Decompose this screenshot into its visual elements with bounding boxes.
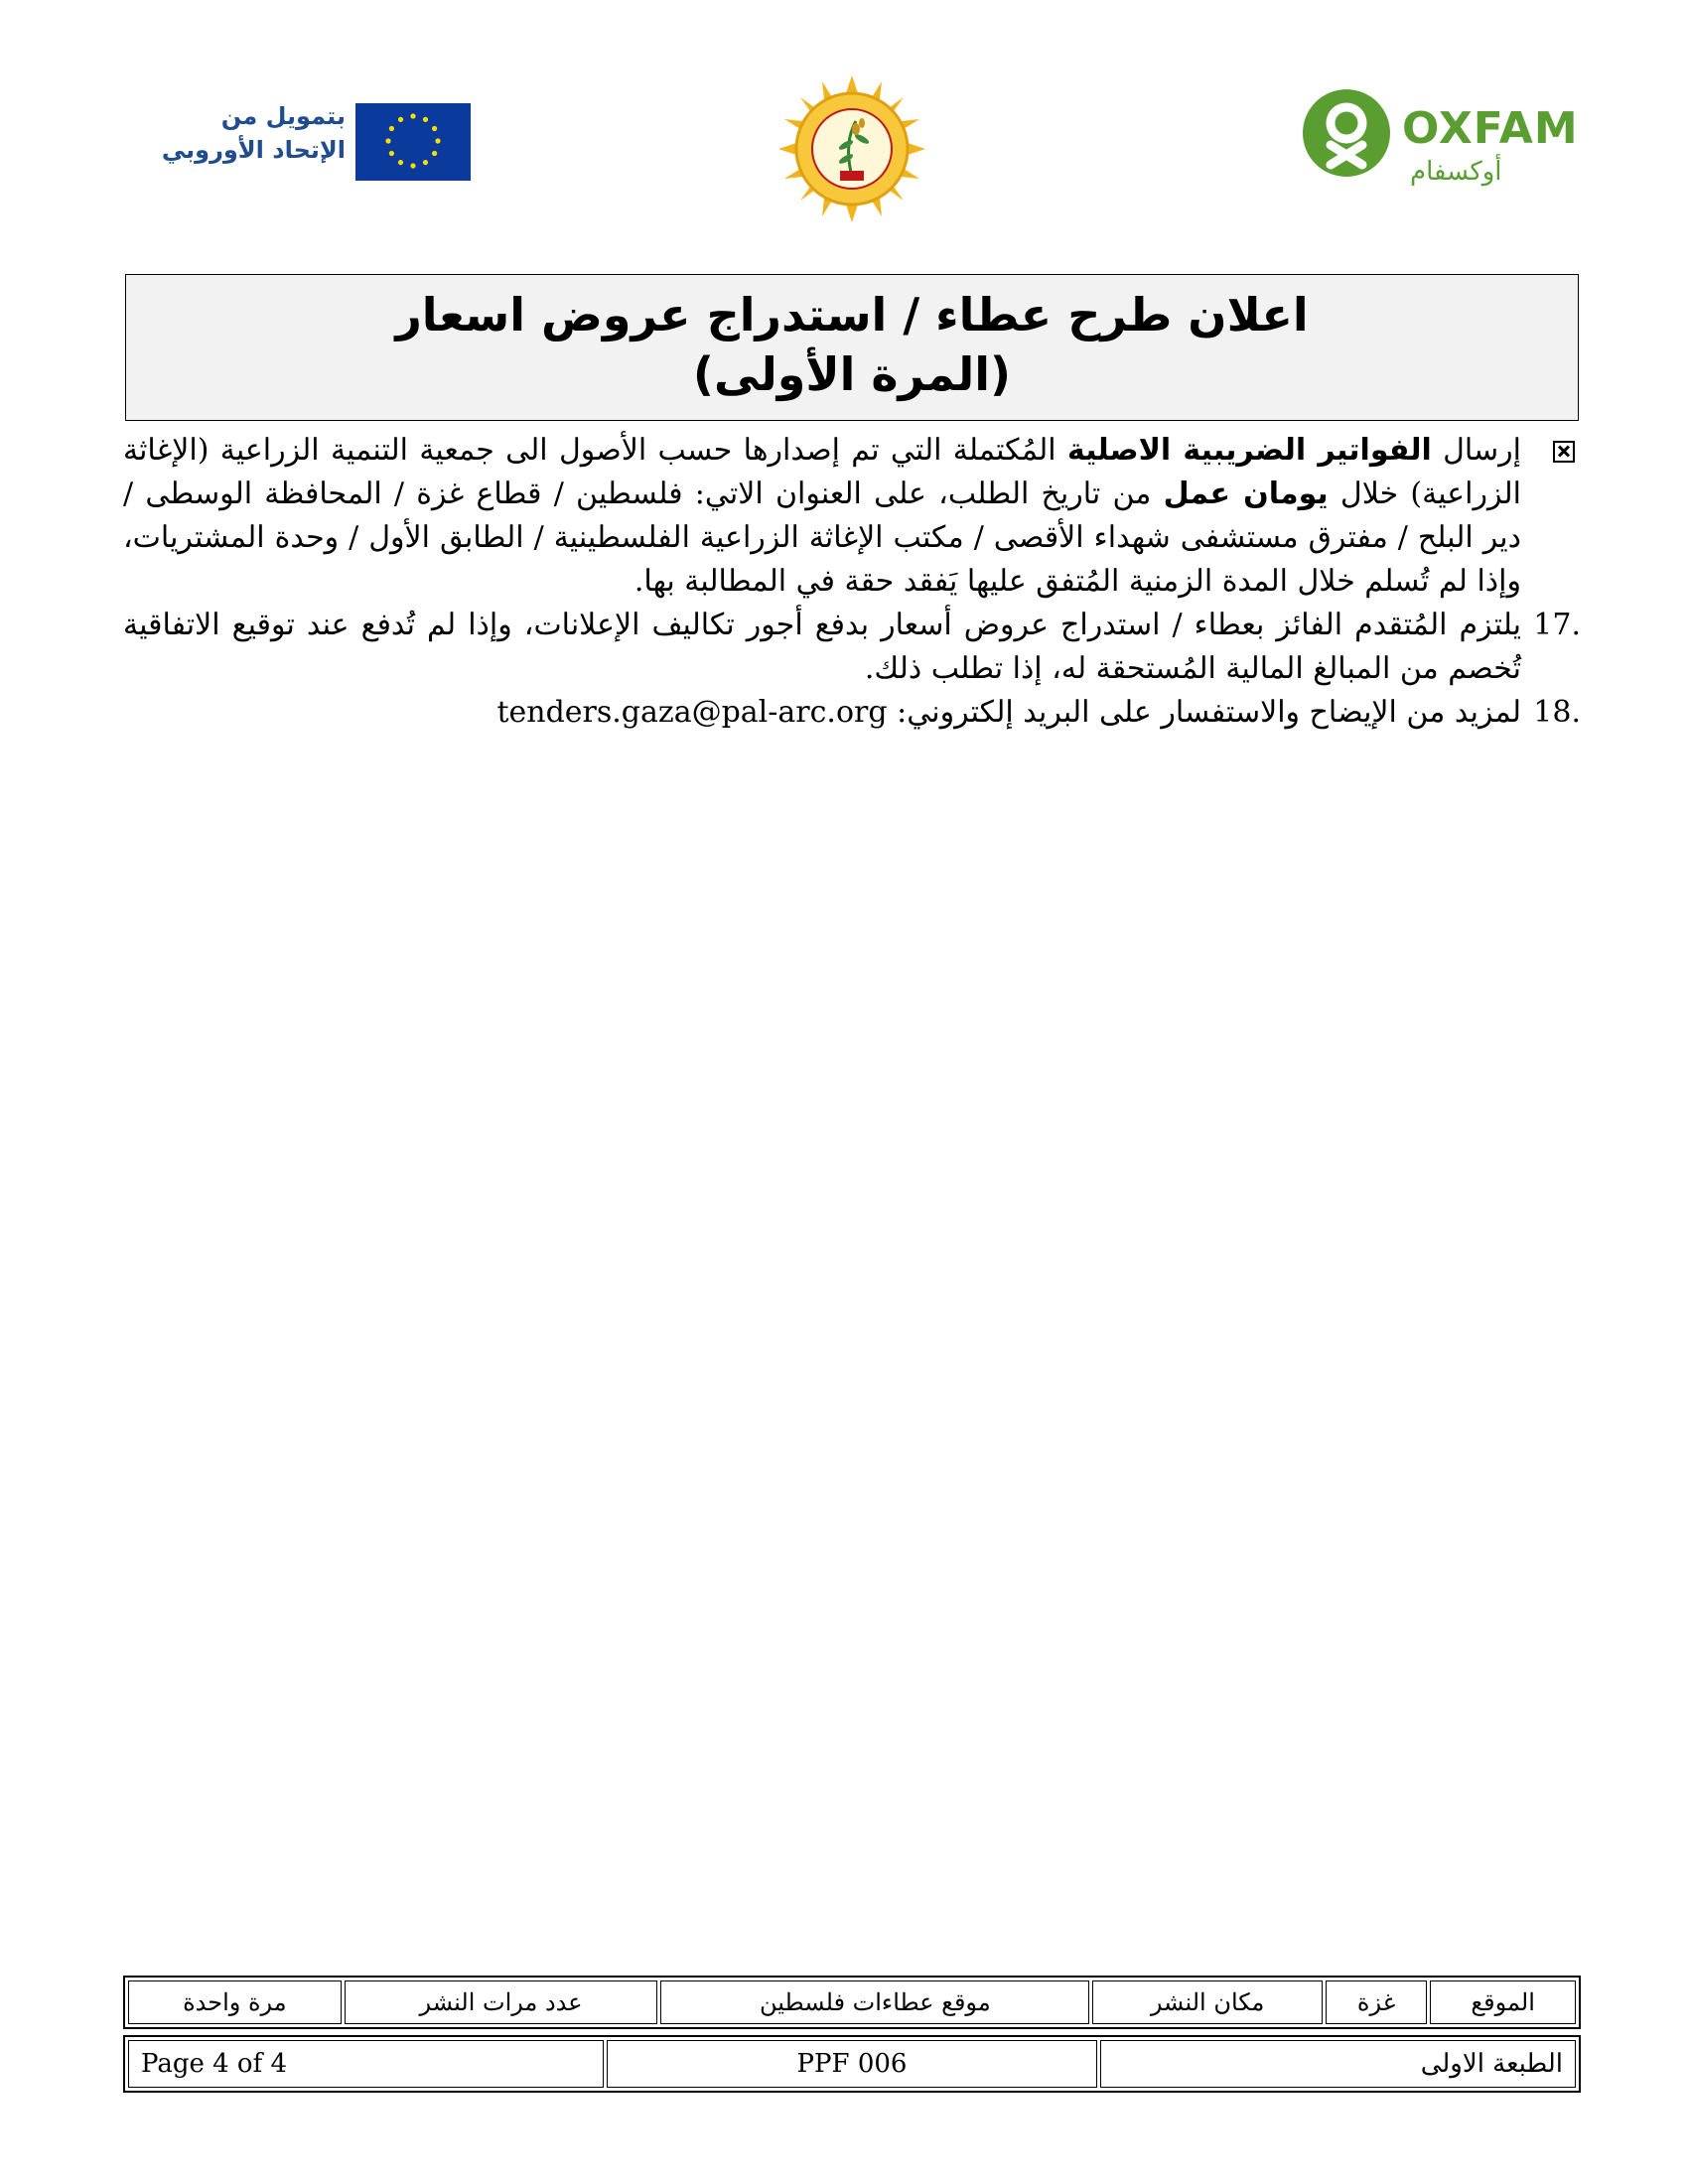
table-row (128, 1980, 1576, 2024)
page-header (0, 0, 1688, 248)
oxfam-logo (1303, 89, 1579, 189)
invoices-bold-1: الفواتير الضريبية الاصلية (1066, 433, 1432, 468)
oxfam-symbol-icon (1303, 89, 1390, 177)
item-17-text: يلتزم المُتقدم الفائز بعطاء / استدراج عروض أسعار بدفع أجور تكاليف الإعلانات، وإذا لم تُدفع عند توقيع الاتفاقية تُخصم من المبالغ المالية المُستحقة له، إذا تطلب ذلك. (123, 608, 1521, 686)
invoices-bold-2: يومان عمل (1163, 477, 1329, 511)
document-info-table (123, 2035, 1581, 2093)
eu-funding-text (159, 99, 346, 167)
item-number-17: 17. (1533, 608, 1581, 642)
page-title: اعلان طرح عطاء / استدراج عروض اسعار (395, 288, 1309, 341)
document-body (123, 429, 1581, 735)
contact-email-link[interactable]: tenders.gaza@pal-arc.org (496, 695, 888, 730)
invoices-text-3: من تاريخ الطلب، على العنوان الاتي: فلسطين / قطاع غزة / المحافظة الوسطى / دير البلح / مفترق مستشفى شهداء الأقصى / مكتب الإغاثة الزراعية الفلسطينية / الطابق الأول / وحدة المشتريات، وإذا لم تُسلم خلال المدة الزمنية المُتفق عليها يَفقد حقة في المطالبة بها. (123, 477, 1521, 599)
footer-cell-publish-place-value: موقع عطاءات فلسطين (660, 1980, 1089, 2024)
item-18-paragraph (123, 691, 1521, 735)
item-number-18: 18. (1533, 695, 1581, 730)
footer-cell-location-label: الموقع (1430, 1980, 1576, 2024)
footer-cell-publish-count-value: مرة واحدة (128, 1980, 342, 2024)
invoices-paragraph (123, 429, 1521, 604)
oxfam-name: OXFAM (1402, 103, 1579, 154)
eu-line-2: الإتحاد الأوروبي (161, 136, 346, 164)
list-item-invoices (123, 429, 1581, 604)
publication-info-table (123, 1976, 1581, 2029)
footer-cell-publish-place-label: مكان النشر (1092, 1980, 1323, 2024)
parc-logo (776, 73, 927, 224)
page-number: Page 4 of 4 (128, 2040, 604, 2088)
document-code: PPF 006 (607, 2040, 1097, 2088)
eu-flag-icon (355, 103, 471, 181)
invoices-text-2: المُكتملة التي تم إصدارها حسب الأصول الى جمعية التنمية الزراعية (الإغاثة الزراعية) خلال (123, 433, 1522, 511)
eu-line-1: بتمويل من (220, 102, 346, 130)
list-item-18 (123, 691, 1581, 735)
list-item-17 (123, 604, 1581, 691)
table-row (128, 2040, 1576, 2088)
checkbox-icon (1553, 441, 1575, 463)
footer-cell-location-value: غزة (1326, 1980, 1427, 2024)
item-18-text: لمزيد من الإيضاح والاستفسار على البريد إلكتروني: (887, 695, 1521, 730)
eu-funding-logo (159, 99, 477, 189)
footer-cell-publish-count-label: عدد مرات النشر (345, 1980, 658, 2024)
announcement-title-box (125, 274, 1579, 421)
page-subtitle: (المرة الأولى) (692, 347, 1012, 401)
oxfam-name-arabic: أوكسفام (1410, 157, 1502, 187)
edition-label: الطبعة الاولى (1100, 2040, 1576, 2088)
invoices-text-1: إرسال (1431, 433, 1522, 468)
